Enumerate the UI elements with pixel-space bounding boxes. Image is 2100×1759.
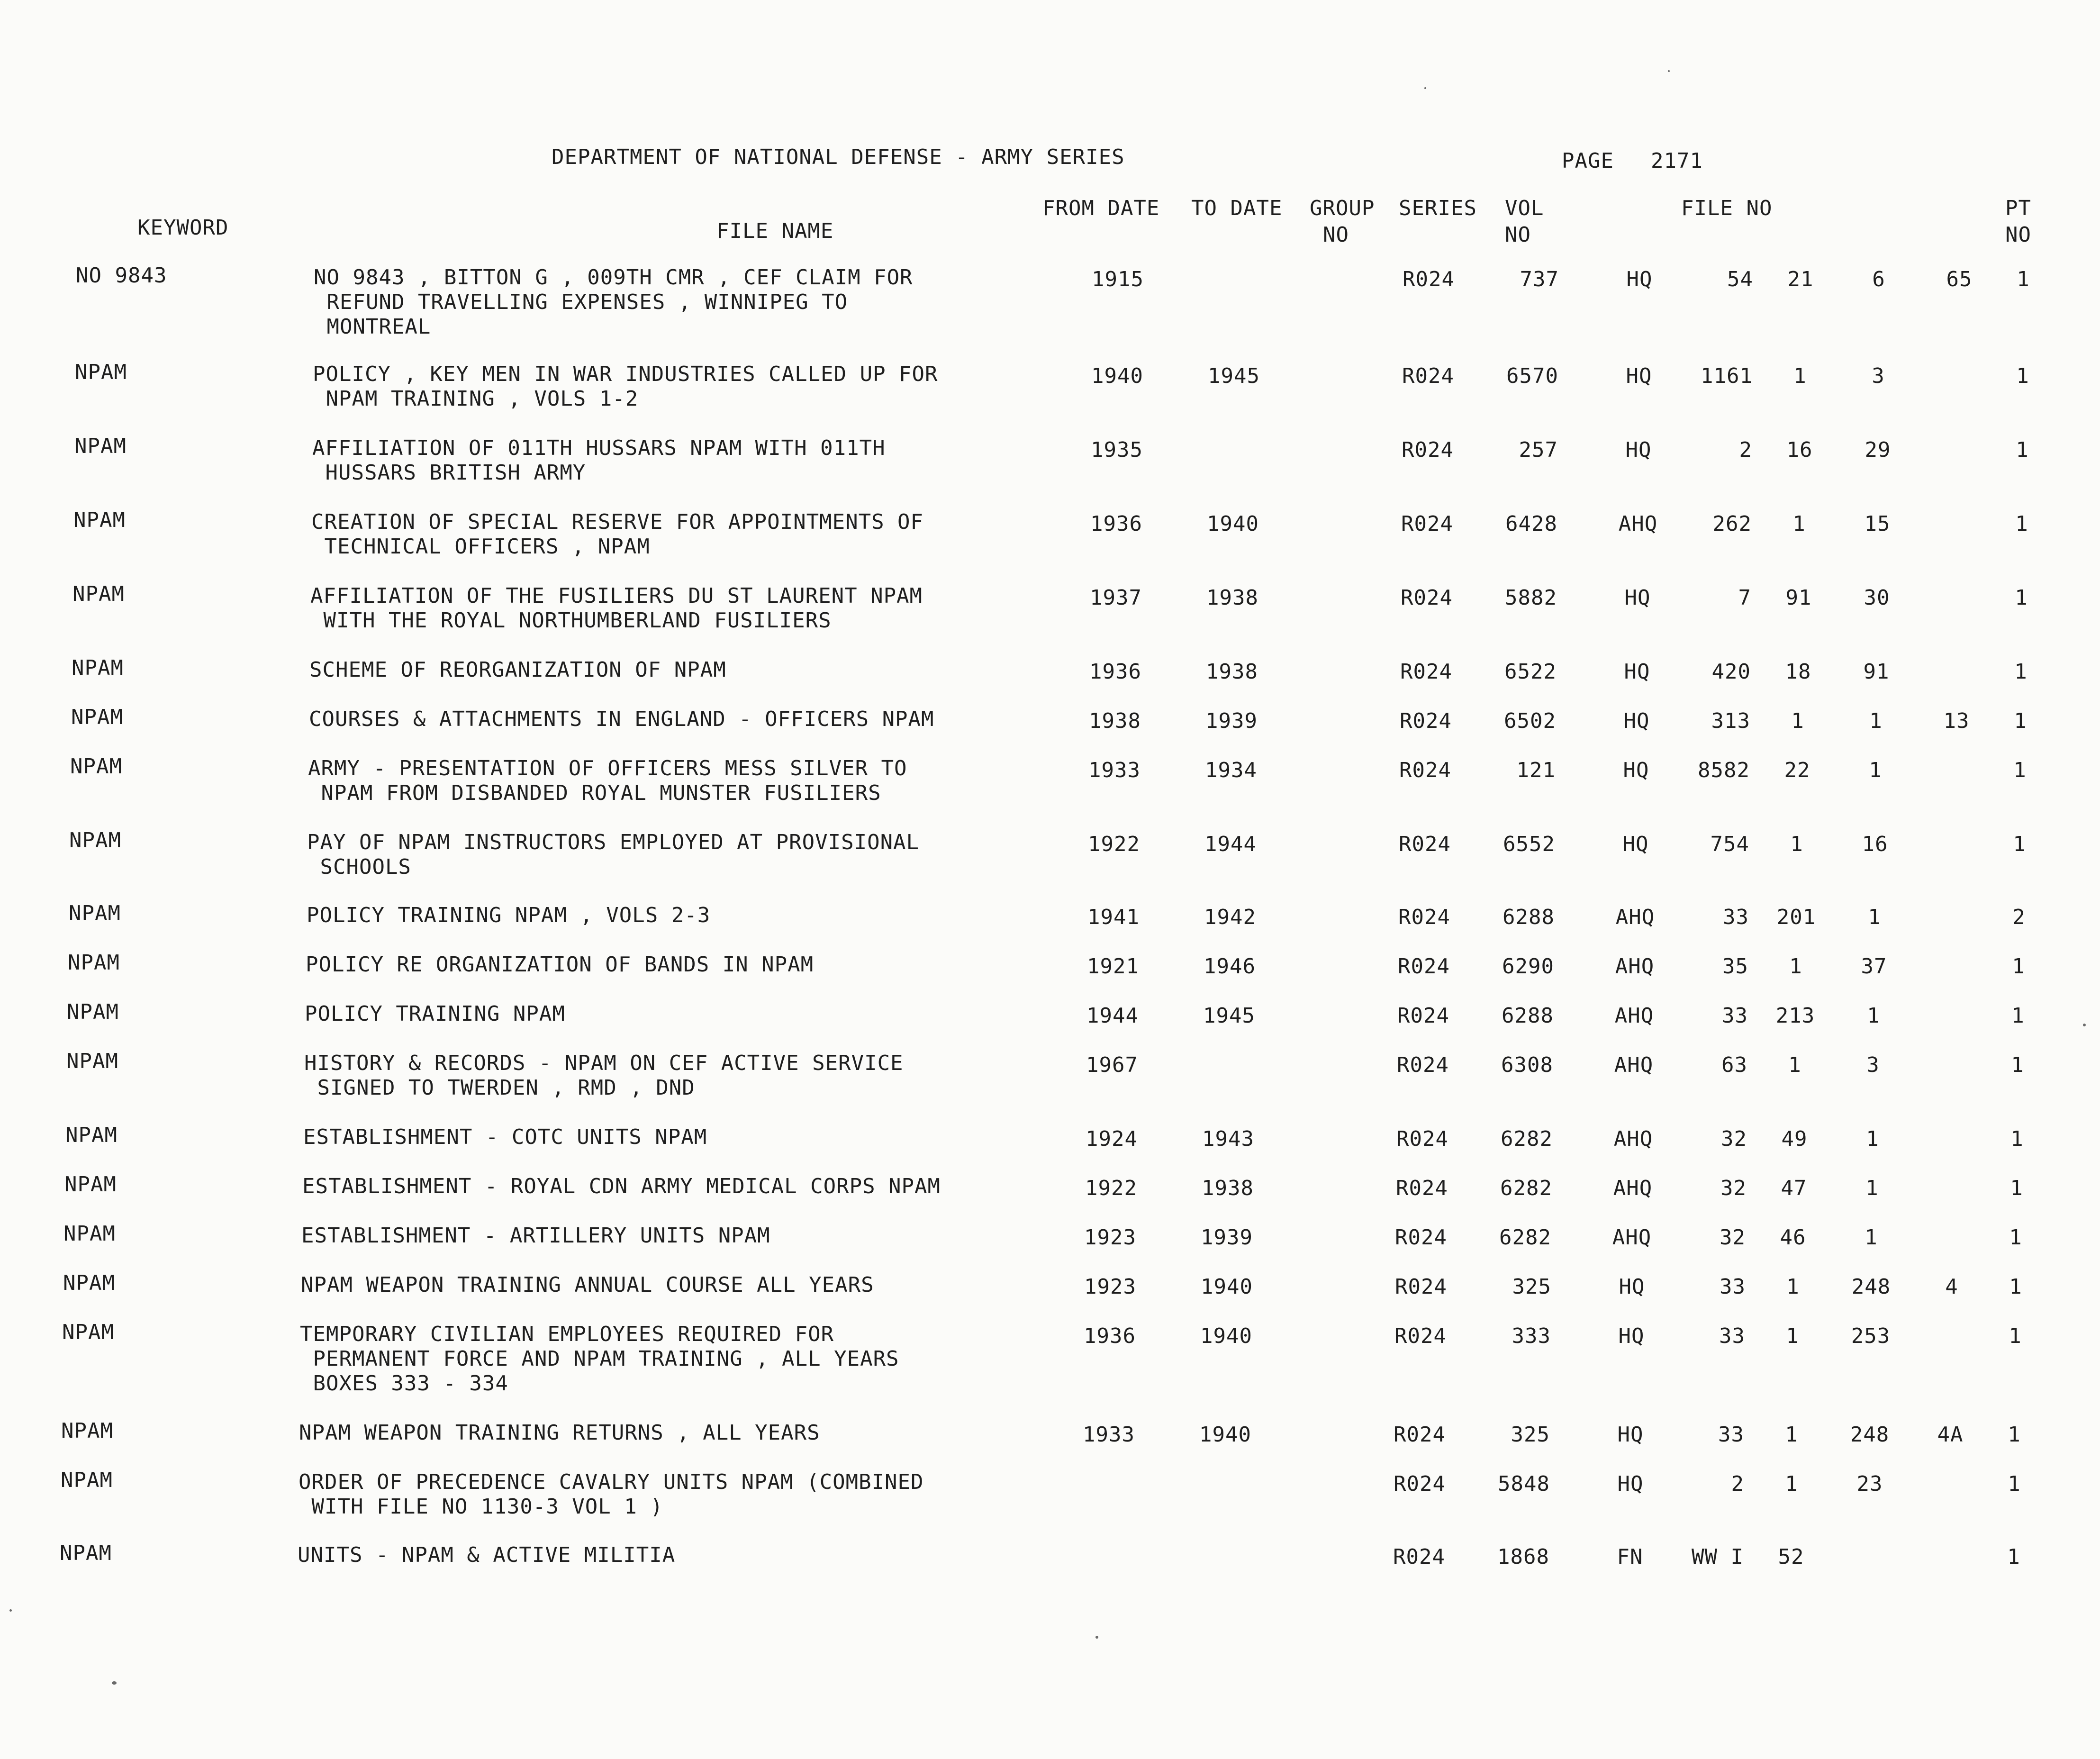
series-cell: R024 [1401,586,1453,610]
file-no-3-cell: 91 [1785,586,1812,610]
file-name-line: NPAM FROM DISBANDED ROYAL MUNSTER FUSILIERS [308,781,881,805]
column-header-file-name: FILE NAME [716,219,834,243]
file-no-1-cell: AHQ [1613,1176,1653,1200]
file-no-3-cell: 1 [1790,832,1803,856]
scan-speck [1095,1636,1098,1639]
file-no-1-cell: AHQ [1615,954,1655,979]
series-cell: R024 [1401,512,1453,536]
file-name-line: WITH FILE NO 1130-3 VOL 1 ) [299,1495,663,1519]
file-name-line: WITH THE ROYAL NORTHUMBERLAND FUSILIERS [310,608,832,633]
file-no-3-cell: 22 [1784,758,1810,782]
file-no-2-cell: 420 [1711,660,1751,684]
file-no-1-cell: HQ [1622,832,1649,856]
keyword-cell: NPAM [71,705,123,729]
file-no-4-cell: 248 [1850,1423,1890,1447]
file-no-2-cell: 32 [1721,1127,1747,1151]
file-no-2-cell: 32 [1720,1176,1747,1200]
file-name-line: AFFILIATION OF 011TH HUSSARS NPAM WITH 011TH [312,436,886,460]
column-header-from-date: FROM DATE [1042,196,1160,220]
pt-no-cell: 1 [2016,364,2029,388]
to-date-cell: 1945 [1208,364,1260,388]
series-cell: R024 [1396,1127,1448,1151]
column-header-to-date: TO DATE [1191,196,1283,220]
from-date-cell: 1933 [1083,1423,1135,1447]
file-name-line: HISTORY & RECORDS - NPAM ON CEF ACTIVE SERVICE [304,1051,904,1075]
file-name-line: CREATION OF SPECIAL RESERVE FOR APPOINTMENTS OF [311,510,924,534]
vol-no-cell: 5882 [1505,586,1557,610]
vol-no-cell: 257 [1519,438,1558,462]
to-date-cell: 1945 [1203,1004,1255,1028]
series-cell: R024 [1394,1324,1447,1348]
series-cell: R024 [1398,954,1450,979]
vol-no-cell: 6282 [1500,1176,1552,1200]
to-date-cell: 1943 [1202,1127,1254,1151]
file-name-line: TECHNICAL OFFICERS , NPAM [311,535,650,559]
file-no-4-cell: 1 [1867,1004,1880,1028]
file-name-line: ARMY - PRESENTATION OF OFFICERS MESS SILVER TO [308,756,907,780]
file-no-1-cell: HQ [1624,660,1650,684]
from-date-cell: 1967 [1086,1053,1138,1077]
vol-no-cell: 325 [1512,1275,1551,1299]
series-cell: R024 [1403,267,1455,291]
vol-no-cell: 6282 [1501,1127,1553,1151]
pt-no-cell: 1 [2008,1472,2021,1496]
file-name-line: SCHEME OF REORGANIZATION OF NPAM [309,658,726,682]
file-no-1-cell: HQ [1626,364,1652,388]
file-name-line: NPAM TRAINING , VOLS 1-2 [313,387,639,411]
file-no-3-cell: 47 [1781,1176,1807,1200]
file-no-3-cell: 1 [1786,1275,1800,1299]
file-no-2-cell: 33 [1722,1004,1748,1028]
to-date-cell: 1939 [1201,1225,1253,1250]
file-name-line: BOXES 333 - 334 [300,1371,508,1396]
file-no-1-cell: HQ [1626,267,1653,291]
file-name-line: POLICY TRAINING NPAM , VOLS 2-3 [307,903,711,927]
file-no-4-cell: 1 [1869,758,1882,782]
series-cell: R024 [1400,709,1452,733]
series-cell: R024 [1402,438,1454,462]
to-date-cell: 1940 [1207,512,1259,536]
keyword-cell: NPAM [61,1419,113,1443]
series-cell: R024 [1397,1004,1449,1028]
vol-no-cell: 5848 [1498,1472,1550,1496]
column-header-file-no: FILE NO [1681,196,1773,220]
file-no-4-cell: 1 [1869,709,1883,733]
vol-no-cell: 6570 [1506,364,1558,388]
vol-no-cell: 6290 [1502,954,1554,979]
file-no-3-cell: 16 [1786,438,1813,462]
series-cell: R024 [1395,1225,1447,1250]
file-name-line: COURSES & ATTACHMENTS IN ENGLAND - OFFICERS NPAM [309,707,934,731]
series-cell: R024 [1394,1472,1446,1496]
file-no-3-cell: 46 [1780,1225,1806,1250]
file-no-4-cell: 3 [1866,1053,1880,1077]
file-no-3-cell: 1 [1788,1053,1801,1077]
file-no-1-cell: HQ [1625,438,1652,462]
file-no-1-cell: HQ [1617,1423,1644,1447]
keyword-cell: NPAM [68,951,120,975]
series-cell: R024 [1398,905,1450,929]
file-no-1-cell: HQ [1623,758,1649,782]
keyword-cell: NPAM [66,1049,118,1073]
scan-speck [2083,1024,2086,1026]
pt-no-cell: 1 [2014,709,2027,733]
file-no-4-cell: 248 [1851,1275,1891,1299]
file-no-2-cell: WW I [1692,1545,1744,1569]
keyword-cell: NPAM [73,508,126,532]
pt-no-cell: 1 [2009,1275,2022,1299]
file-no-3-cell: 1 [1792,512,1806,536]
column-header-group: GROUP [1310,196,1375,220]
file-name-line: POLICY , KEY MEN IN WAR INDUSTRIES CALLED UP FOR [313,362,938,386]
file-no-2-cell: 33 [1720,1275,1746,1299]
file-name-line: ESTABLISHMENT - ROYAL CDN ARMY MEDICAL CORPS NPAM [302,1174,941,1198]
column-header-pt: PT [2005,196,2031,220]
pt-no-cell: 1 [2011,1004,2025,1028]
file-name-line: ESTABLISHMENT - COTC UNITS NPAM [303,1125,707,1149]
vol-no-cell: 6502 [1504,709,1556,733]
to-date-cell: 1940 [1200,1324,1252,1348]
keyword-cell: NPAM [67,1000,119,1024]
file-name-line: HUSSARS BRITISH ARMY [312,461,586,485]
series-cell: R024 [1395,1275,1447,1299]
column-header-keyword: KEYWORD [137,216,229,240]
series-cell: R024 [1396,1176,1448,1200]
file-name-line: PAY OF NPAM INSTRUCTORS EMPLOYED AT PROVISIONAL [307,830,920,854]
to-date-cell: 1939 [1205,709,1258,733]
file-no-2-cell: 35 [1722,954,1748,979]
file-no-4-cell: 37 [1861,954,1887,979]
pt-no-cell: 1 [2010,1127,2024,1151]
pt-no-cell: 1 [2012,954,2025,979]
to-date-cell: 1938 [1206,660,1258,684]
series-cell: R024 [1399,758,1451,782]
file-no-3-cell: 49 [1781,1127,1808,1151]
keyword-cell: NPAM [75,360,127,384]
file-no-3-cell: 1 [1785,1472,1798,1496]
file-no-4-cell: 15 [1864,512,1891,536]
file-no-3-cell: 1 [1786,1324,1799,1348]
file-name-line: PERMANENT FORCE AND NPAM TRAINING , ALL YEARS [300,1347,899,1371]
from-date-cell: 1936 [1089,660,1141,684]
file-no-4-cell: 3 [1872,364,1885,388]
file-no-3-cell: 1 [1785,1423,1798,1447]
file-name-line: TEMPORARY CIVILIAN EMPLOYEES REQUIRED FOR [300,1322,834,1346]
file-no-3-cell: 18 [1785,660,1811,684]
vol-no-cell: 6282 [1499,1225,1551,1250]
vol-no-cell: 6522 [1504,660,1557,684]
to-date-cell: 1938 [1202,1176,1254,1200]
file-no-5-cell: 4 [1945,1275,1958,1299]
from-date-cell: 1944 [1086,1004,1139,1028]
file-no-2-cell: 2 [1731,1472,1744,1496]
pt-no-cell: 1 [2015,512,2028,536]
vol-no-cell: 6552 [1503,832,1555,856]
file-no-1-cell: AHQ [1612,1225,1652,1250]
file-no-4-cell: 6 [1872,267,1885,291]
page-label: PAGE [1562,149,1614,173]
pt-no-cell: 2 [2012,905,2026,929]
series-cell: R024 [1393,1545,1445,1569]
file-no-5-cell: 65 [1946,267,1973,291]
file-no-3-cell: 21 [1787,267,1814,291]
file-no-1-cell: AHQ [1614,1004,1654,1028]
from-date-cell: 1936 [1090,512,1142,536]
keyword-cell: NPAM [69,828,121,852]
vol-no-cell: 121 [1516,758,1556,782]
file-no-1-cell: AHQ [1614,1053,1654,1077]
file-no-2-cell: 32 [1720,1225,1746,1250]
to-date-cell: 1942 [1204,905,1256,929]
file-name-line: ESTABLISHMENT - ARTILLERY UNITS NPAM [301,1224,770,1248]
pt-no-cell: 1 [2015,586,2028,610]
file-name-line: NPAM WEAPON TRAINING ANNUAL COURSE ALL YEARS [301,1273,874,1297]
file-no-2-cell: 33 [1718,1423,1744,1447]
series-cell: R024 [1402,364,1454,388]
keyword-cell: NPAM [70,754,122,779]
keyword-cell: NPAM [63,1222,116,1246]
file-name-line: SCHOOLS [307,855,411,879]
pt-no-cell: 1 [2014,660,2028,684]
to-date-cell: 1938 [1206,586,1258,610]
scan-speck [112,1681,117,1685]
file-no-4-cell: 1 [1865,1225,1878,1250]
series-cell: R024 [1400,660,1452,684]
from-date-cell: 1933 [1088,758,1141,782]
column-header-series: SERIES [1399,196,1477,220]
file-no-1-cell: AHQ [1615,905,1655,929]
to-date-cell: 1944 [1204,832,1257,856]
file-no-4-cell: 30 [1864,586,1890,610]
file-no-3-cell: 213 [1775,1004,1815,1028]
file-no-2-cell: 7 [1738,586,1751,610]
file-name-line: SIGNED TO TWERDEN , RMD , DND [304,1076,695,1100]
file-no-1-cell: AHQ [1613,1127,1653,1151]
pt-no-cell: 1 [2010,1176,2023,1200]
file-no-1-cell: HQ [1617,1472,1644,1496]
file-no-2-cell: 262 [1712,512,1752,536]
file-no-1-cell: HQ [1623,709,1650,733]
from-date-cell: 1923 [1084,1275,1136,1299]
keyword-cell: NPAM [72,656,124,680]
file-no-4-cell: 16 [1862,832,1888,856]
to-date-cell: 1934 [1205,758,1257,782]
to-date-cell: 1946 [1204,954,1256,979]
file-no-1-cell: FN [1617,1545,1643,1569]
column-header-vol-no: NO [1505,223,1531,247]
file-no-3-cell: 52 [1778,1545,1804,1569]
file-no-2-cell: 1161 [1701,364,1753,388]
keyword-cell: NPAM [72,582,125,606]
scan-speck [1424,87,1426,89]
file-name-line: REFUND TRAVELLING EXPENSES , WINNIPEG TO [314,290,848,314]
from-date-cell: 1935 [1091,438,1143,462]
keyword-cell: NPAM [62,1320,114,1344]
vol-no-cell: 1868 [1497,1545,1549,1569]
keyword-cell: NPAM [64,1172,117,1197]
keyword-cell: NPAM [63,1271,115,1295]
file-no-1-cell: HQ [1618,1324,1645,1348]
file-no-2-cell: 33 [1719,1324,1745,1348]
scan-speck [1668,70,1670,72]
vol-no-cell: 6308 [1501,1053,1553,1077]
file-no-3-cell: 201 [1776,905,1816,929]
file-no-1-cell: HQ [1624,586,1651,610]
series-cell: R024 [1397,1053,1449,1077]
file-no-1-cell: HQ [1619,1275,1645,1299]
vol-no-cell: 6428 [1505,512,1557,536]
file-no-3-cell: 1 [1793,364,1807,388]
pt-no-cell: 1 [2009,1225,2022,1250]
to-date-cell: 1940 [1199,1423,1251,1447]
keyword-cell: NPAM [60,1541,112,1565]
to-date-cell: 1940 [1201,1275,1253,1299]
scan-speck [9,1609,12,1612]
from-date-cell: 1941 [1087,905,1140,929]
pt-no-cell: 1 [2007,1545,2020,1569]
file-no-2-cell: 8582 [1698,758,1750,782]
file-no-3-cell: 1 [1789,954,1802,979]
from-date-cell: 1924 [1086,1127,1138,1151]
from-date-cell: 1938 [1089,709,1141,733]
vol-no-cell: 325 [1511,1423,1550,1447]
keyword-cell: NPAM [61,1468,113,1492]
file-no-4-cell: 1 [1866,1127,1879,1151]
file-name-line: POLICY TRAINING NPAM [305,1002,565,1026]
file-no-5-cell: 4A [1937,1423,1964,1447]
pt-no-cell: 1 [2016,438,2029,462]
file-name-line: ORDER OF PRECEDENCE CAVALRY UNITS NPAM (COMBINED [299,1470,924,1494]
file-no-4-cell: 1 [1868,905,1881,929]
column-header-vol: VOL [1505,196,1544,220]
file-no-2-cell: 54 [1727,267,1753,291]
file-no-4-cell: 91 [1863,660,1890,684]
from-date-cell: 1936 [1084,1324,1136,1348]
file-no-5-cell: 13 [1943,709,1970,733]
page-title: DEPARTMENT OF NATIONAL DEFENSE - ARMY SERIES [552,145,1125,169]
file-name-line: MONTREAL [314,315,431,339]
file-no-2-cell: 33 [1723,905,1749,929]
from-date-cell: 1940 [1091,364,1143,388]
vol-no-cell: 6288 [1503,905,1555,929]
keyword-cell: NPAM [65,1123,118,1147]
vol-no-cell: 333 [1512,1324,1551,1348]
from-date-cell: 1921 [1087,954,1139,979]
file-no-4-cell: 1 [1865,1176,1879,1200]
file-no-2-cell: 63 [1721,1053,1747,1077]
file-name-line: AFFILIATION OF THE FUSILIERS DU ST LAURENT NPAM [310,584,923,608]
series-cell: R024 [1399,832,1451,856]
column-header-pt-no: NO [2005,223,2031,247]
pt-no-cell: 1 [2008,1423,2021,1447]
pt-no-cell: 1 [2013,758,2027,782]
file-no-2-cell: 313 [1711,709,1750,733]
file-name-line: NO 9843 , BITTON G , 009TH CMR , CEF CLAIM FOR [314,265,913,290]
vol-no-cell: 737 [1520,267,1559,291]
keyword-cell: NO 9843 [76,263,167,288]
from-date-cell: 1922 [1085,1176,1137,1200]
file-no-3-cell: 1 [1791,709,1804,733]
pt-no-cell: 1 [2017,267,2030,291]
file-no-4-cell: 253 [1851,1324,1891,1348]
pt-no-cell: 1 [2013,832,2026,856]
from-date-cell: 1937 [1090,586,1142,610]
file-no-4-cell: 29 [1865,438,1891,462]
keyword-cell: NPAM [74,434,127,458]
page-number: 2171 [1651,149,1703,173]
file-name-line: NPAM WEAPON TRAINING RETURNS , ALL YEARS [299,1421,820,1445]
file-no-2-cell: 2 [1739,438,1752,462]
file-name-line: POLICY RE ORGANIZATION OF BANDS IN NPAM [306,952,814,977]
file-name-line: UNITS - NPAM & ACTIVE MILITIA [298,1543,676,1567]
vol-no-cell: 6288 [1502,1004,1554,1028]
pt-no-cell: 1 [2009,1324,2022,1348]
pt-no-cell: 1 [2011,1053,2024,1077]
file-no-4-cell: 23 [1856,1472,1883,1496]
from-date-cell: 1915 [1092,267,1144,291]
from-date-cell: 1922 [1088,832,1140,856]
from-date-cell: 1923 [1084,1225,1136,1250]
column-header-group-no: NO [1323,223,1349,247]
keyword-cell: NPAM [69,901,121,925]
file-no-1-cell: AHQ [1618,512,1658,536]
series-cell: R024 [1394,1423,1446,1447]
file-no-2-cell: 754 [1710,832,1749,856]
